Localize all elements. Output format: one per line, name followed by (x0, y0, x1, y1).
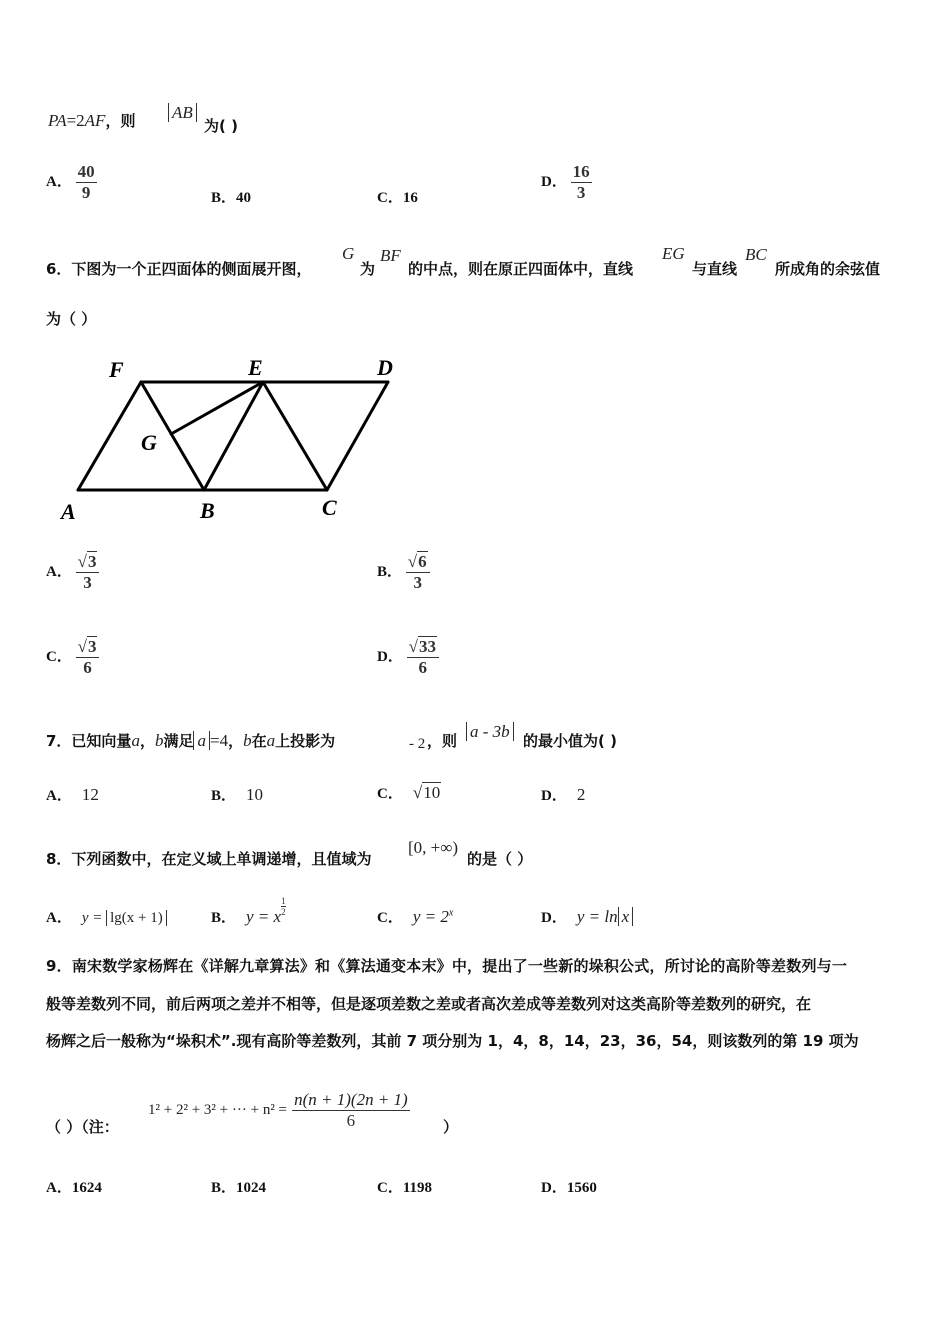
q7-expr: a - 3b (466, 722, 514, 742)
q5-option-d-frac: $\frac{16}{3}$ (572, 162, 590, 202)
q7-option-d: D． 2 (541, 785, 586, 804)
q9-option-b: B．1024 (211, 1180, 267, 1196)
label-g: G (141, 430, 157, 455)
q7-stem: 7．已知向量a，b满足 a =4，b在a上投影为 (46, 731, 336, 750)
q9-formula: 1² + 2² + 3² + ··· + n² = $\frac{n(n + 1)(2n + 1)}{6}$ (148, 1090, 408, 1130)
q9-line2: 般等差数列不同，前后两项之差并不相等，但是逐项差数之差或者高次差成等差数列对这类高阶等差数列的研究，在 (46, 995, 812, 1013)
q8-option-b: B． y = x $\frac{1}{2}$ (211, 896, 286, 926)
edge-af (78, 382, 141, 490)
edge-cd (327, 382, 388, 490)
q6-text4: 为（ ） (46, 310, 97, 328)
q9-formula-frac: $\frac{n(n + 1)(2n + 1)}{6}$ (294, 1090, 408, 1130)
q6-eg: EG (662, 244, 685, 263)
q6-text1: 6．下图为一个正四面体的侧面展开图， (46, 260, 312, 278)
q5-option-b: B．40 (211, 190, 252, 206)
q7-option-a: A． 12 (46, 785, 99, 804)
label-a: A (61, 499, 76, 524)
q6-option-d: D． $\frac{√33}{6}$ (377, 637, 439, 678)
q8-option-d: D． y = ln x (541, 906, 633, 927)
label-b: B (200, 498, 215, 523)
q6-bc: BC (745, 245, 767, 264)
q9-close: ） (443, 1118, 459, 1136)
q5-eq: =2 (66, 111, 85, 130)
label-c: C (322, 495, 337, 520)
q5-comma: ，则 (105, 112, 136, 130)
q5-condition (48, 110, 135, 131)
q6-yu: 与直线 (692, 260, 738, 278)
q7-option-b: B． 10 (211, 785, 264, 804)
q9-option-d: D．1560 (541, 1180, 597, 1196)
q6-option-b: B． $\frac{√6}{3}$ (377, 552, 430, 593)
q5-af: AF (84, 111, 106, 130)
q7-ze: ，则 (427, 732, 458, 750)
q5-tail: 为( ) (204, 117, 238, 135)
q6-wei: 为 (360, 260, 376, 278)
q6-option-c: C． $\frac{√3}{6}$ (46, 637, 99, 678)
q7-text4: 的最小值为( ) (523, 732, 617, 750)
q7-option-c: C． √10 (377, 783, 441, 802)
q9-option-a: A．1624 (46, 1180, 102, 1196)
q6-text2: 的中点，则在原正四面体中，直线 (408, 260, 634, 278)
q6-text3: 所成角的余弦值 (775, 260, 881, 278)
q9-line1: 9．南宋数学家杨辉在《详解九章算法》和《算法通变本末》中，提出了一些新的垛积公式，所讨论的高阶等差数列与一 (46, 957, 848, 975)
q6-g: G (342, 244, 355, 263)
q8-option-a: A． y = lg(x + 1) (46, 906, 167, 927)
label-d: D (377, 355, 393, 380)
q6-option-a: A． $\frac{√3}{3}$ (46, 552, 99, 593)
q5-option-a-frac: $\frac{40}{9}$ (77, 162, 95, 202)
q8-range: [0, +∞) (408, 838, 459, 857)
q8-text1: 8．下列函数中，在定义域上单调递增，且值域为 (46, 850, 372, 868)
q6-bf: BF (380, 246, 401, 265)
q5-ab-abs: AB (168, 103, 197, 123)
q5-option-c: C．16 (377, 190, 418, 206)
label-f: F (109, 357, 124, 382)
q9-option-c: C．1198 (377, 1180, 433, 1196)
q5-option-a: A． $\frac{40}{9}$ (46, 162, 95, 202)
q5-pa: PA (48, 111, 67, 130)
edge-ec (263, 382, 327, 490)
q8-text2: 的是（ ） (467, 850, 533, 868)
q7-neg2: - 2 (409, 736, 426, 752)
q8-option-c: C． $y = 2^x$ (377, 907, 454, 926)
q9-paren: （ ）（注： (46, 1118, 119, 1136)
q5-option-d: D． $\frac{16}{3}$ (541, 162, 590, 202)
tetrahedron-net-figure (55, 350, 405, 525)
label-e: E (248, 355, 263, 380)
q9-line3: 杨辉之后一般称为“垛积术”.现有高阶等差数列，其前 7 项分别为 1，4，8，14，23，36，54，则该数列的第 19 项为 (46, 1032, 859, 1050)
